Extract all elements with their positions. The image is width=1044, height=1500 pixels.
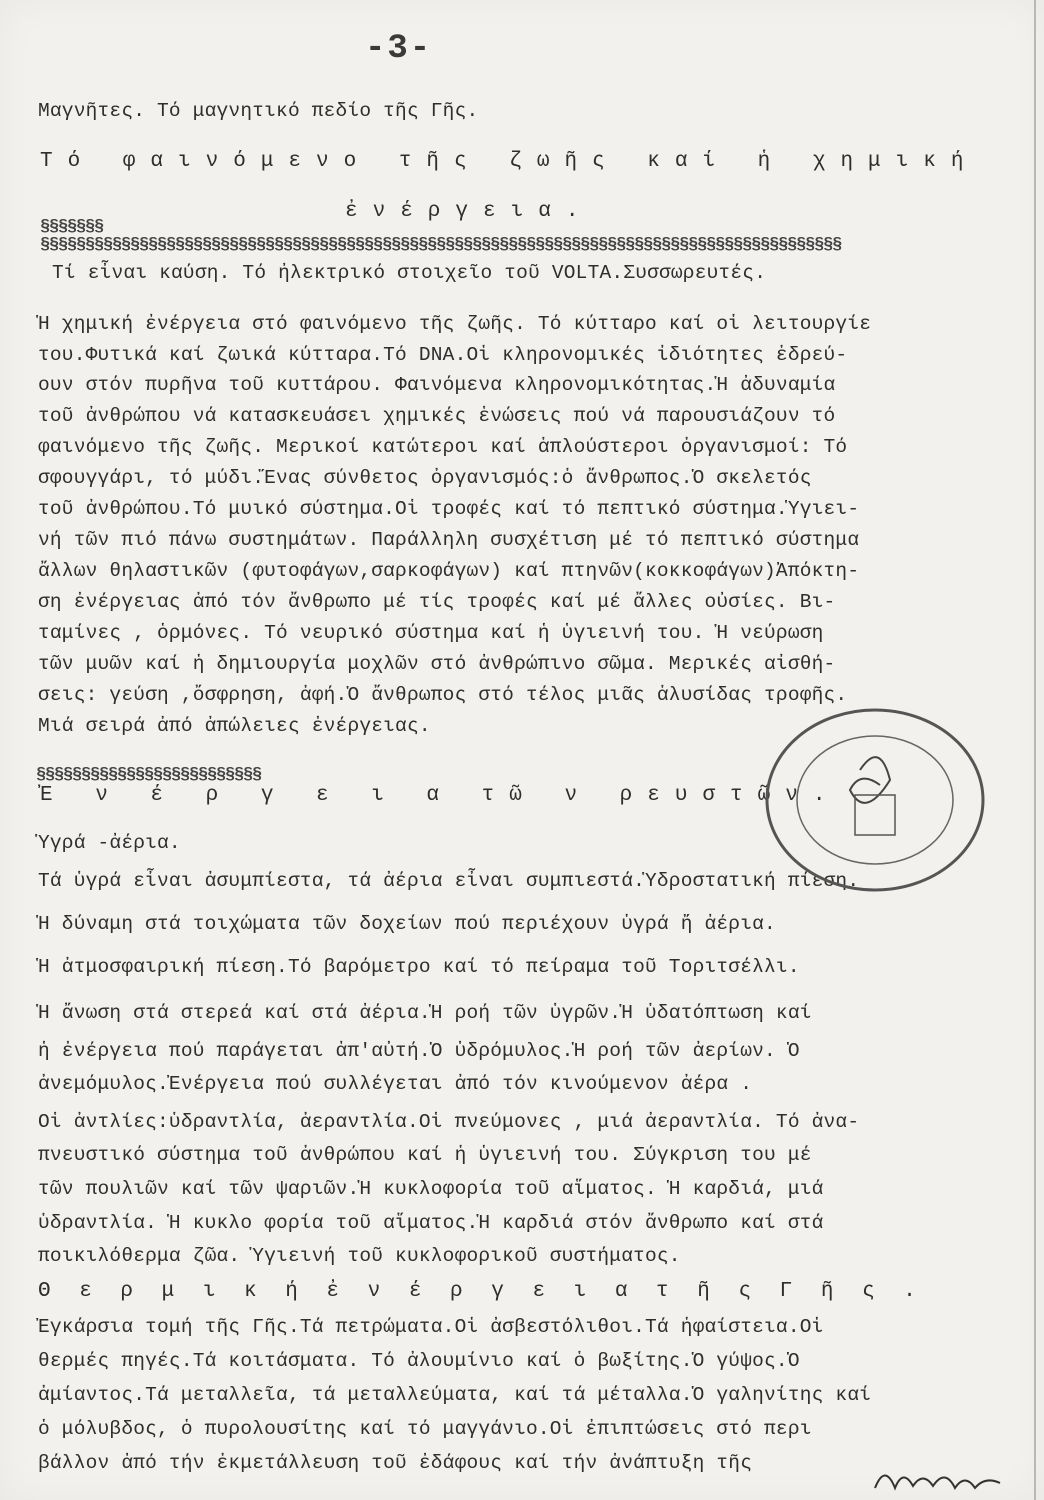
text-line: Μιά σειρά ἀπό ἀπώλειες ἐνέργειας. (38, 715, 431, 737)
text-line: νή τῶν πιό πάνω συστημάτων. Παράλληλη συσχέτιση μέ τό πεπτικό σύστημα (38, 529, 860, 551)
text-line: Ἡ ἄνωση στά στερεά καί στά ἀέρια.Ἡ ροή τῶν ὑγρῶν.Ἡ ὑδατόπτωση καί (38, 1002, 812, 1024)
text-line: ταμίνες , ὁρμόνες. Τό νευρικό σύστημα καί ἡ ὑγιεινή του. Ἡ νεύρωση (38, 622, 824, 644)
page-number: -3- (365, 30, 433, 68)
section-heading: ἐνέργεια. (345, 200, 594, 223)
text-line: τῶν μυῶν καί ἡ δημιουργία μοχλῶν στό ἀνθρώπινο σῶμα. Μερικές αἰσθή- (38, 653, 836, 675)
text-line: ἡ ἐνέργεια πού παράγεται ἀπ'αὐτή.Ὁ ὑδρόμυλος.Ἡ ροή τῶν ἀερίων. Ὁ (38, 1040, 800, 1062)
text-line: Ἡ ἀτμοσφαιρική πίεση.Τό βαρόμετρο καί τό πείραμα τοῦ Τοριτσέλλι. (38, 956, 800, 978)
section-heading: Ἐ ν έ ρ γ ε ι α τῶ ν ρευστῶν. (40, 784, 841, 807)
text-line: τῶν πουλιῶν καί τῶν ψαριῶν.Ἡ κυκλοφορία τοῦ αἵματος. Ἡ καρδιά, μιά (38, 1178, 824, 1200)
overstrike-mark: §§§§§§§§§§§§§§§§§§§§§§§§§§§§§§§§§§§§§§§§§§§§§§§§§§§§§§§§§§§§§§§§§§§§§§§§§§§§§§§§§§§§§§§§§ (40, 236, 842, 255)
text-line: πνευστικό σύστημα τοῦ ἀνθρώπου καί ἡ ὑγιεινή του. Σύγκριση του μέ (38, 1144, 812, 1166)
text-line: Μαγνῆτες. Τό μαγνητικό πεδίο τῆς Γῆς. (38, 100, 479, 122)
text-line: Τά ὑγρά εἶναι ἀσυμπίεστα, τά ἀέρια εἶναι συμπιεστά.Ὑδροστατική πίεση. (38, 870, 860, 892)
text-line: ουν στόν πυρῆνα τοῦ κυττάρου. Φαινόμενα κληρονομικότητας.Ἡ ἀδυναμία (38, 374, 836, 396)
text-line: ση ἐνέργειας ἀπό τόν ἄνθρωπο μέ τίς τροφές καί μέ ἄλλες οὐσίες. Βι- (38, 591, 836, 613)
text-line: βάλλον ἀπό τήν ἐκμετάλλευση τοῦ ἐδάφους καί τήν ἀνάπτυξη τῆς (38, 1452, 753, 1474)
signature-icon (870, 1458, 1020, 1498)
official-stamp-icon (760, 700, 990, 900)
text-line: Ἡ χημική ἐνέργεια στό φαινόμενο τῆς ζωῆς. Τό κύτταρο καί οἱ λειτουργίε (38, 313, 872, 335)
text-line: Ὑγρά -ἀέρια. (38, 832, 181, 854)
text-line: σφουγγάρι, τό μύδι.Ἕνας σύνθετος ὀργανισμός:ὁ ἄνθρωπος.Ὁ σκελετός (38, 467, 812, 489)
overstrike-mark: §§§§§§§§§§§§§§§§§§§§§§§§§ (36, 766, 262, 785)
text-line: φαινόμενο τῆς ζωῆς. Μερικοί κατώτεροι καί ἁπλούστεροι ὀργανισμοί: Τό (38, 436, 848, 458)
text-line: Ἡ δύναμη στά τοιχώματα τῶν δοχείων πού περιέχουν ὑγρά ἤ ἀέρια. (38, 913, 776, 935)
text-line: Οἱ ἀντλίες:ὑδραντλία, ἀεραντλία.Οἱ πνεύμονες , μιά ἀεραντλία. Τό ἀνα- (38, 1111, 860, 1133)
text-line: θερμές πηγές.Τά κοιτάσματα. Τό ἀλουμίνιο καί ὁ βωξίτης.Ὁ γύψος.Ὁ (38, 1350, 800, 1372)
text-line: τοῦ ἀνθρώπου.Τό μυικό σύστημα.Οἱ τροφές καί τό πεπτικό σύστημα.Ὑγιει- (38, 498, 860, 520)
section-heading: Τό φαινόμενο τῆς ζωῆς καί ἡ χημική (40, 150, 979, 173)
text-line: ὑδραντλία. Ἡ κυκλο φορία τοῦ αἵματος.Ἡ καρδιά στόν ἄνθρωπο καί στά (38, 1212, 824, 1234)
page-edge (1034, 0, 1036, 1500)
text-line: ποικιλόθερμα ζῶα. Ὑγιεινή τοῦ κυκλοφορικοῦ συστήματος. (38, 1245, 681, 1267)
text-line: ἀνεμόμυλος.Ἐνέργεια πού συλλέγεται ἀπό τόν κινούμενον ἀέρα . (38, 1073, 753, 1095)
text-line: του.Φυτικά καί ζωικά κύτταρα.Τό DNA.Οἱ κληρονομικές ἰδιότητες ἑδρεύ- (38, 344, 848, 366)
text-line: ἄλλων θηλαστικῶν (φυτοφάγων,σαρκοφάγων) καί πτηνῶν(κοκκοφάγων)Ἀπόκτη- (38, 560, 860, 582)
text-line: Ἐγκάρσια τομή τῆς Γῆς.Τά πετρώματα.Οἱ ἀσβεστόλιθοι.Τά ἡφαίστεια.Οἱ (38, 1316, 824, 1338)
section-heading: Θ ε ρ μ ι κ ή ἐ ν έ ρ γ ε ι α τ ῆ ς Γ ῆ ς . (38, 1280, 924, 1303)
text-line: ὁ μόλυβδος, ὁ πυρολουσίτης καί τό μαγγάνιο.Οἱ ἐπιπτώσεις στό περι (38, 1418, 812, 1440)
text-line: σεις: γεύση ,ὄσφρηση, ἀφή.Ὁ ἄνθρωπος στό τέλος μιᾶς ἁλυσίδας τροφῆς. (38, 684, 848, 706)
text-line: τοῦ ἀνθρώπου νά κατασκευάσει χημικές ἑνώσεις πού νά παρουσιάζουν τό (38, 405, 836, 427)
text-line: ἀμίαντος.Τά μεταλλεῖα, τά μεταλλεύματα, καί τά μέταλλα.Ὁ γαληνίτης καί (38, 1384, 872, 1406)
text-line: Τί εἶναι καύση. Τό ἠλεκτρικό στοιχεῖο τοῦ VOLTA.Συσσωρευτές. (52, 262, 767, 284)
overstrike-mark: §§§§§§§ (40, 218, 104, 237)
